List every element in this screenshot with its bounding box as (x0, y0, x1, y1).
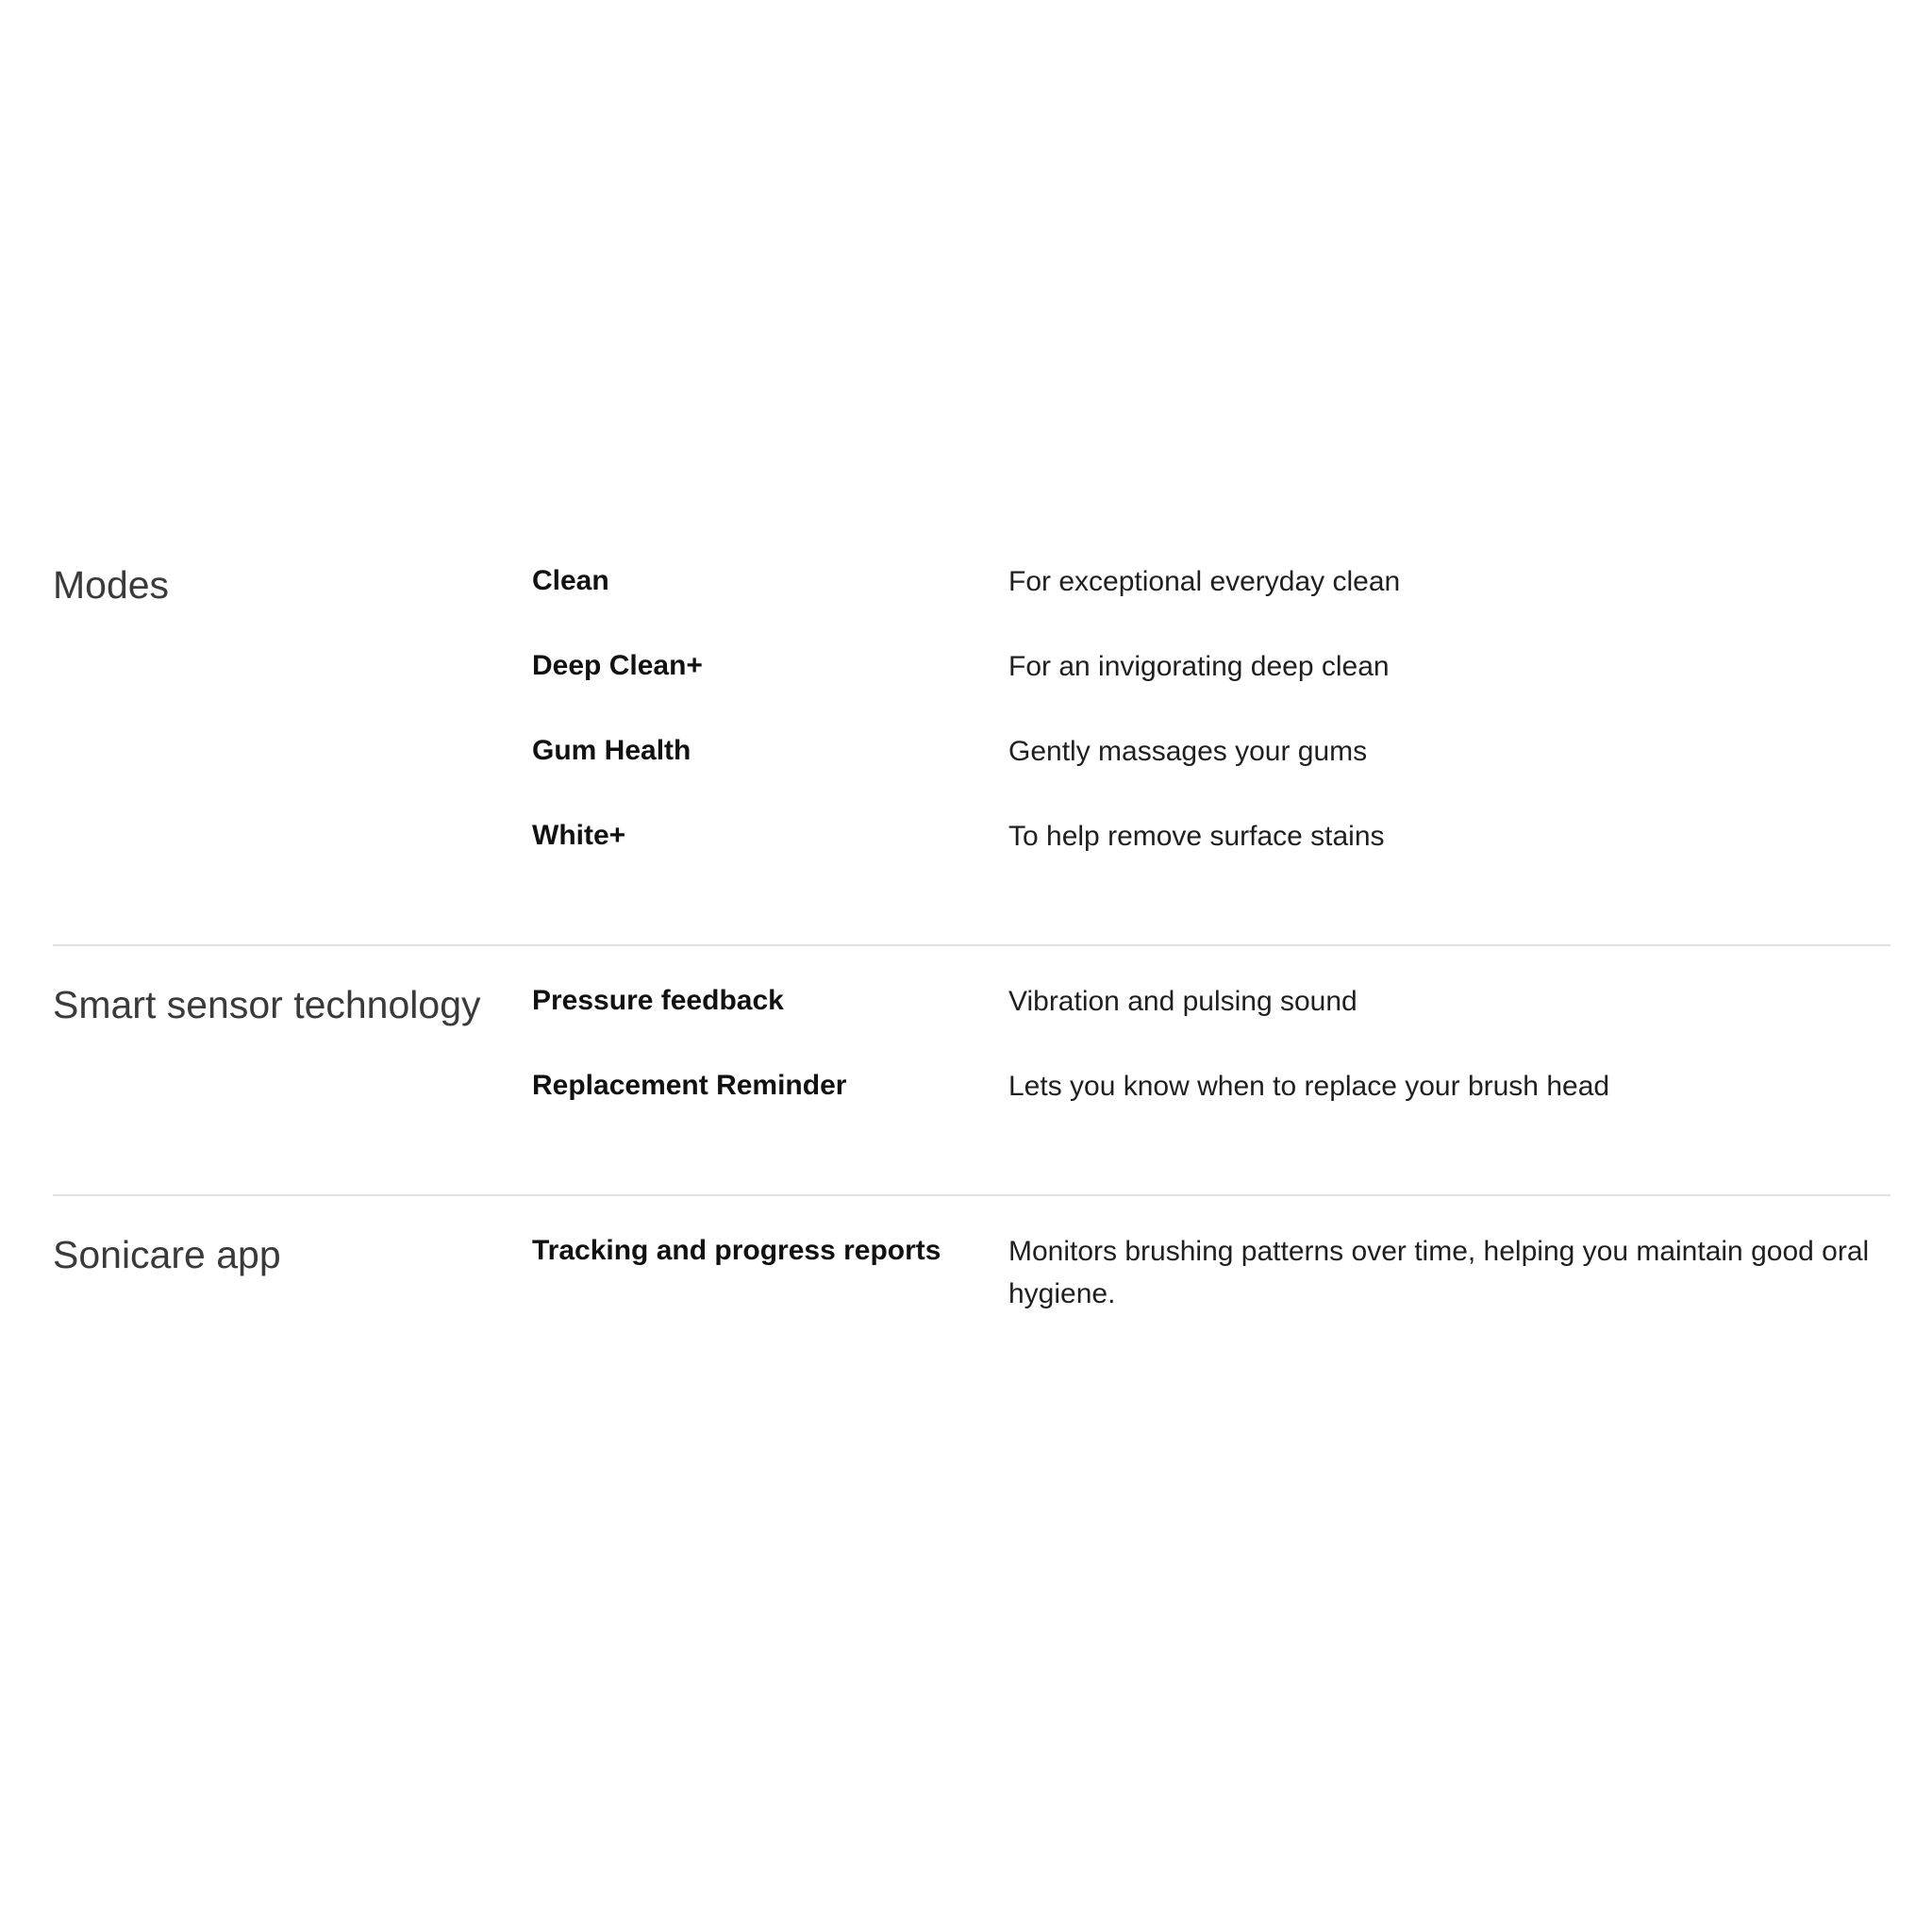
feature-description: For an invigorating deep clean (1008, 651, 1390, 682)
section-rows (532, 980, 1890, 1108)
feature-name: Clean (532, 565, 609, 596)
section-title: Modes (53, 563, 170, 607)
feature-description: Gently massages your gums (1008, 736, 1368, 767)
feature-name: Gum Health (532, 735, 691, 766)
spec-row (532, 645, 1890, 688)
spec-section-smart-sensor (53, 946, 1890, 1196)
spec-row (532, 1065, 1890, 1108)
feature-name: Deep Clean+ (532, 650, 703, 681)
feature-description: Lets you know when to replace your brush head (1008, 1071, 1610, 1102)
spec-section-sonicare-app (53, 1196, 1890, 1402)
spec-row (532, 730, 1890, 773)
feature-description: Monitors brushing patterns over time, helping you maintain good oral hygiene. (1008, 1236, 1870, 1309)
spec-table (53, 526, 1890, 1402)
spec-row (532, 980, 1890, 1023)
section-title: Smart sensor technology (53, 983, 481, 1026)
spec-row (532, 560, 1890, 603)
feature-description: To help remove surface stains (1008, 821, 1385, 852)
section-rows (532, 560, 1890, 858)
feature-name: White+ (532, 820, 626, 851)
section-title: Sonicare app (53, 1233, 281, 1276)
feature-name: Replacement Reminder (532, 1070, 847, 1101)
spec-row (532, 815, 1890, 858)
feature-description: Vibration and pulsing sound (1008, 986, 1357, 1017)
spec-row (532, 1230, 1890, 1315)
section-rows (532, 1230, 1890, 1315)
feature-name: Tracking and progress reports (532, 1235, 941, 1266)
feature-description: For exceptional everyday clean (1008, 566, 1401, 597)
spec-section-modes (53, 526, 1890, 946)
feature-name: Pressure feedback (532, 985, 784, 1016)
